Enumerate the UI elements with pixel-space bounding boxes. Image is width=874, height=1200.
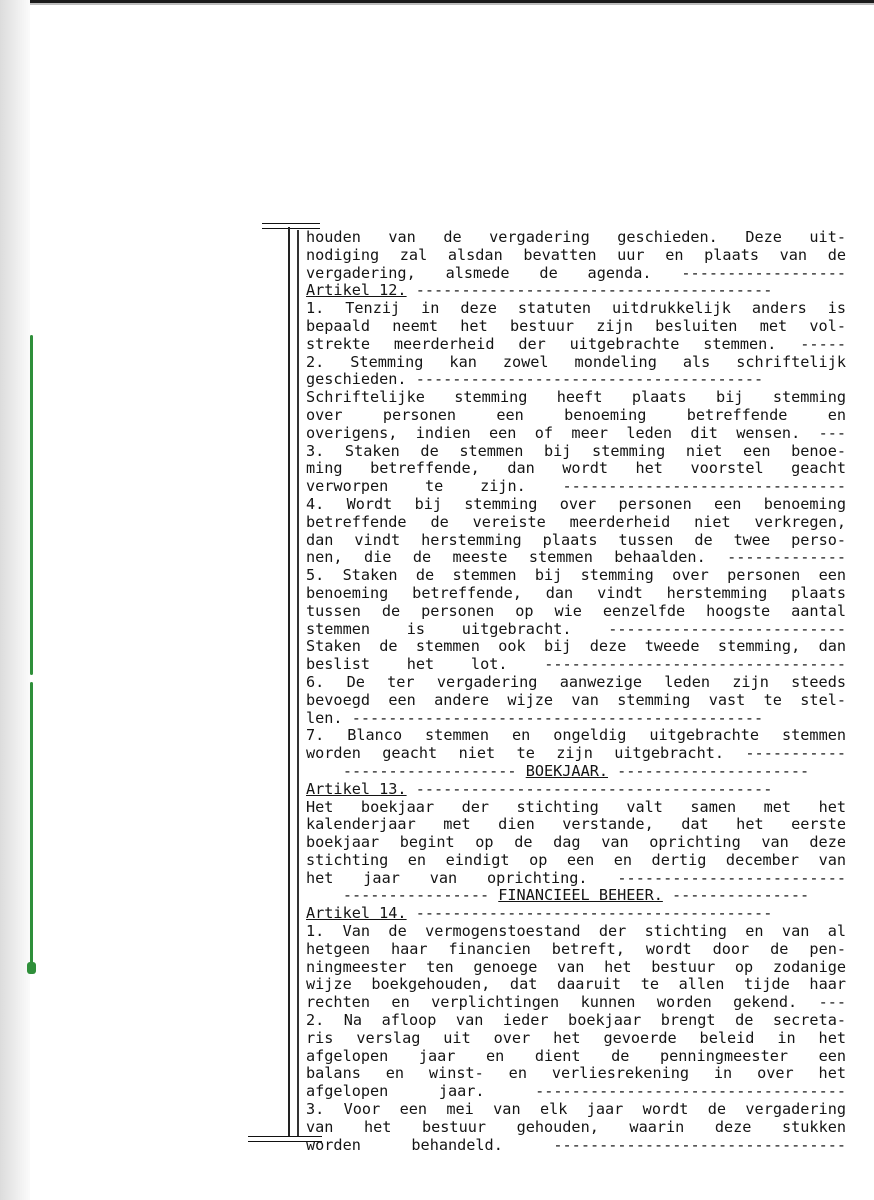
document-line: stichting en eindigt op een en dertig december van bbox=[306, 851, 846, 869]
document-line: 1. Van de vermogenstoestand der stichting en van al bbox=[306, 923, 846, 941]
document-line: strekte meerderheid der uitgebrachte stemmen. ----- bbox=[306, 335, 846, 353]
document-line: 3. Staken de stemmen bij stemming niet een benoe- bbox=[306, 442, 846, 460]
document-line: tussen de personen op wie eenzelfde hoogste aantal bbox=[306, 602, 846, 620]
document-line: bevoegd een andere wijze van stemming vast te stel- bbox=[306, 691, 846, 709]
document-line: benoeming betreffende, dan vindt herstemming plaats bbox=[306, 584, 846, 602]
line-dashes: --------------------------------------- bbox=[406, 282, 773, 300]
scan-left-shadow bbox=[0, 0, 30, 1200]
document-line bbox=[306, 282, 846, 300]
document-line: bepaald neemt het bestuur zijn besluiten met vol- bbox=[306, 317, 846, 335]
margin-rule-vertical bbox=[288, 227, 290, 1137]
line-dashes: ---------------- bbox=[342, 887, 499, 905]
document-line: hetgeen haar financien betreft, wordt door de pen- bbox=[306, 940, 846, 958]
document-line: afgelopen jaar en dient de penningmeester een bbox=[306, 1047, 846, 1065]
scan-top-edge bbox=[30, 0, 874, 10]
document-line: dan vindt herstemming plaats tussen de twee perso- bbox=[306, 531, 846, 549]
document-line: nodiging zal alsdan bevatten uur en plaats van de bbox=[306, 246, 846, 264]
line-dashes: --------------------- bbox=[608, 762, 810, 780]
document-line: Schriftelijke stemming heeft plaats bij stemming bbox=[306, 389, 846, 407]
document-line: beslist het lot. --------------------------------- bbox=[306, 656, 846, 674]
document-line: len. --------------------------------------------- bbox=[306, 709, 764, 727]
section-heading: FINANCIEEL BEHEER. bbox=[498, 887, 663, 905]
article-heading: Artikel 12. bbox=[306, 282, 407, 300]
document-line: balans en winst- en verliesrekening in over het bbox=[306, 1065, 846, 1083]
line-dashes: --------------------------------------- bbox=[406, 905, 773, 923]
line-dashes: ------------------- bbox=[342, 762, 526, 780]
document-line: ming betreffende, dan wordt het voorstel geacht bbox=[306, 460, 846, 478]
document-line: worden behandeld. -------------------------------- bbox=[306, 1136, 846, 1154]
document-line: overigens, indien een of meer leden dit wensen. --- bbox=[306, 424, 846, 442]
binding-thread-knot bbox=[27, 962, 36, 974]
document-line: 5. Staken de stemmen bij stemming over personen een bbox=[306, 567, 846, 585]
margin-rule-vertical-inner bbox=[297, 230, 299, 1136]
document-line: boekjaar begint op de dag van oprichting van deze bbox=[306, 834, 846, 852]
document-line: Staken de stemmen ook bij deze tweede stemming, dan bbox=[306, 638, 846, 656]
article-heading: Artikel 14. bbox=[306, 905, 407, 923]
document-line bbox=[306, 781, 846, 799]
document-line: worden geacht niet te zijn uitgebracht. ----------- bbox=[306, 745, 846, 763]
binding-thread-upper bbox=[30, 335, 33, 675]
document-line: 2. Stemming kan zowel mondeling als schriftelijk bbox=[306, 353, 846, 371]
document-line: 1. Tenzij in deze statuten uitdrukkelijk anders is bbox=[306, 300, 846, 318]
line-dashes: --------------------------------------- bbox=[406, 780, 773, 798]
document-line: 4. Wordt bij stemming over personen een benoeming bbox=[306, 495, 846, 513]
document-line: stemmen is uitgebracht. -------------------------- bbox=[306, 620, 846, 638]
document-line: het jaar van oprichting. ------------------------- bbox=[306, 869, 846, 887]
document-line bbox=[306, 763, 846, 781]
document-line: 2. Na afloop van ieder boekjaar brengt de secreta- bbox=[306, 1012, 846, 1030]
document-line: 3. Voor een mei van elk jaar wordt de vergadering bbox=[306, 1101, 846, 1119]
document-line: 6. De ter vergadering aanwezige leden zijn steeds bbox=[306, 673, 846, 691]
document-line: ningmeester ten genoege van het bestuur op zodanige bbox=[306, 958, 846, 976]
document-line: nen, die de meeste stemmen behaalden. ------------- bbox=[306, 549, 846, 567]
binding-thread-lower bbox=[30, 682, 33, 972]
document-line: wijze boekgehouden, dat daaruit te allen tijde haar bbox=[306, 976, 846, 994]
document-line: Het boekjaar der stichting valt samen met het bbox=[306, 798, 846, 816]
document-line: afgelopen jaar. ---------------------------------- bbox=[306, 1083, 846, 1101]
article-heading: Artikel 13. bbox=[306, 780, 407, 798]
document-line: rechten en verplichtingen kunnen worden gekend. --- bbox=[306, 994, 846, 1012]
document-line: betreffende de vereiste meerderheid niet verkregen, bbox=[306, 513, 846, 531]
document-line bbox=[306, 905, 846, 923]
document-line: over personen een benoeming betreffende en bbox=[306, 406, 846, 424]
document-line: geschieden. -------------------------------------- bbox=[306, 371, 764, 389]
document-line: kalenderjaar met dien verstande, dat het eerste bbox=[306, 816, 846, 834]
document-line bbox=[306, 887, 846, 905]
document-line: 7. Blanco stemmen en ongeldig uitgebrachte stemmen bbox=[306, 727, 846, 745]
document-line: houden van de vergadering geschieden. Deze uit- bbox=[306, 229, 846, 246]
line-dashes: --------------- bbox=[662, 887, 810, 905]
section-heading: BOEKJAAR. bbox=[525, 762, 608, 780]
document-line: van het bestuur gehouden, waarin deze stukken bbox=[306, 1118, 846, 1136]
document-line: verworpen te zijn. ------------------------------- bbox=[306, 478, 846, 496]
document-line: vergadering, alsmede de agenda. ------------------ bbox=[306, 264, 846, 282]
document-text-block bbox=[306, 229, 846, 1154]
document-line: ris verslag uit over het gevoerde beleid in het bbox=[306, 1029, 846, 1047]
